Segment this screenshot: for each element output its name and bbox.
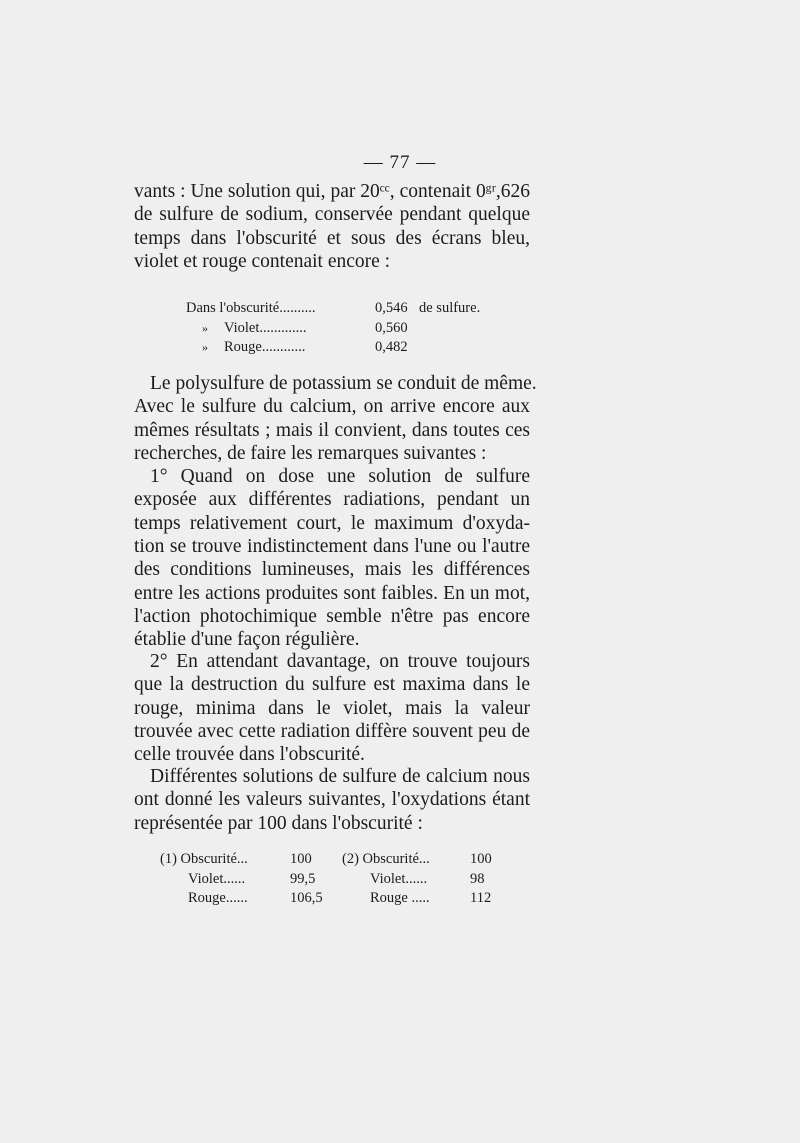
solution-2-label: Violet...... xyxy=(370,870,428,887)
paragraph-1 xyxy=(134,180,530,273)
text-line: Avec le sulfure du calcium, on arrive encore aux xyxy=(134,396,530,418)
solution-2-label: (2) Obscurité... xyxy=(342,851,430,867)
text-line: 2° En attendant davantage, on trouve toujours xyxy=(150,651,530,672)
text-line: trouvée avec cette radiation diffère souvent peu de xyxy=(134,720,530,742)
text-line: temps relativement court, le maximum d'oxyda- xyxy=(134,512,530,534)
text-line: de sulfure de sodium, conservée pendant quelque xyxy=(134,204,530,226)
paragraph-2 xyxy=(134,372,537,652)
solution-2-value: 98 xyxy=(470,870,485,887)
text-line: temps dans l'obscurité et sous des écrans bleu, xyxy=(134,227,530,249)
text-line: Le polysulfure de potassium se conduit de même. xyxy=(150,373,537,394)
text-line: celle trouvée dans l'obscurité. xyxy=(134,744,365,766)
text-line: l'action photochimique semble n'être pas encore xyxy=(134,605,530,627)
text-line: recherches, de faire les remarques suivantes : xyxy=(134,442,487,464)
text-line: des conditions lumineuses, mais les différences xyxy=(134,559,530,581)
page-number: — 77 — xyxy=(363,152,437,173)
text-line: ont donné les valeurs suivantes, l'oxydations étant xyxy=(134,789,530,811)
text-line: exposée aux différentes radiations, pendant un xyxy=(134,489,530,511)
solution-1-value: 100 xyxy=(290,851,312,867)
row-value: 0,482 xyxy=(375,339,408,355)
text-line: violet et rouge contenait encore : xyxy=(134,250,391,272)
solution-1-label: Violet...... xyxy=(188,870,246,887)
ditto-mark: » xyxy=(202,320,208,335)
ditto-mark: » xyxy=(202,340,208,354)
paragraph-4 xyxy=(134,765,530,835)
solution-2-value: 112 xyxy=(470,890,492,906)
text-line: 1° Quand on dose une solution de sulfure xyxy=(150,466,530,488)
text-line: tion se trouve indistinctement dans l'une ou l'autre xyxy=(134,536,530,558)
solution-1-label: Rouge...... xyxy=(188,890,248,906)
text-line: entre les actions produites sont faibles. En un mot, xyxy=(134,582,530,604)
row-label: Dans l'obscurité.......... xyxy=(186,300,316,316)
text-line: représentée par 100 dans l'obscurité : xyxy=(134,812,423,834)
row-label: Rouge............ xyxy=(224,339,306,355)
row-label: Violet............. xyxy=(224,319,307,336)
paragraph-3 xyxy=(134,650,530,766)
text-line: rouge, minima dans le violet, mais la valeur xyxy=(134,697,530,719)
text-line: que la destruction du sulfure est maxima dans le xyxy=(134,674,530,696)
row-value: 0,546 xyxy=(375,300,408,316)
text-line: établie d'une façon régulière. xyxy=(134,629,360,651)
solution-2-value: 100 xyxy=(470,851,492,867)
solution-1-label: (1) Obscurité... xyxy=(160,851,248,867)
row-unit: de sulfure. xyxy=(419,300,481,316)
solution-1-value: 106,5 xyxy=(290,890,323,906)
text-line: Différentes solutions de sulfure de calcium nous xyxy=(150,766,530,787)
row-value: 0,560 xyxy=(375,319,408,336)
text-line: mêmes résultats ; mais il convient, dans toutes ces xyxy=(134,419,530,441)
solution-2-label: Rouge ..... xyxy=(370,890,430,906)
solution-1-value: 99,5 xyxy=(290,870,316,887)
text-line: vants : Une solution qui, par 20ᶜᶜ, contenait 0ᵍʳ,626 xyxy=(134,181,530,202)
